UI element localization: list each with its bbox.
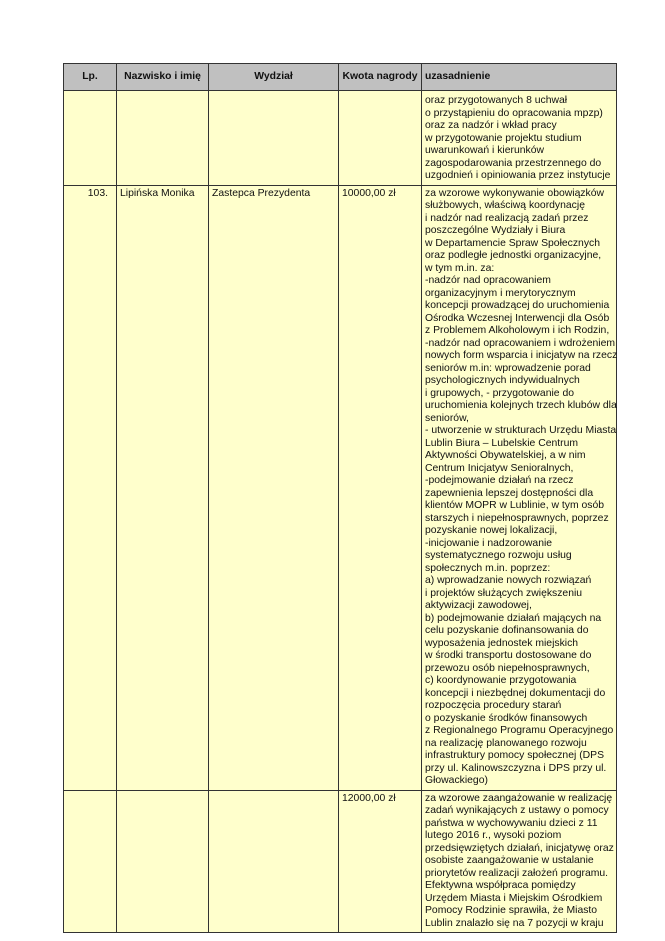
cell-lp [64, 91, 117, 186]
header-justification: uzasadnienie [422, 64, 617, 91]
justification-line: seniorów, [425, 412, 469, 424]
header-name: Nazwisko i imię [117, 64, 209, 91]
cell-name [117, 790, 209, 933]
cell-lp [64, 790, 117, 933]
justification-line: Urzędem Miasta i Miejskim Ośrodkiem [425, 892, 603, 904]
justification-line: za wzorowe wykonywanie obowiązków [425, 187, 605, 199]
justification-line: Lublin Biura – Lubelskie Centrum [425, 437, 579, 449]
justification-line: pozyskanie nowej lokalizacji, [425, 525, 558, 536]
table-row [64, 185, 617, 790]
justification-line: Aktywności Obywatelskiej, a w nim [425, 450, 586, 461]
justification-line: przy ul. Kalinowszczyzna i DPS przy ul. [425, 762, 607, 774]
cell-department: Zastepca Prezydenta [209, 185, 339, 790]
justification-line: -inicjowanie i nadzorowanie [425, 537, 553, 549]
justification-line: -nadzór nad opracowaniem [425, 275, 551, 286]
justification-line: i projektów służących zwiększeniu [425, 587, 583, 599]
cell-justification [422, 185, 617, 790]
justification-line: aktywizacji zawodowej, [425, 600, 532, 611]
justification-line: społecznych m.in. poprzez: [425, 562, 551, 574]
cell-name [117, 91, 209, 186]
justification-line: Pomocy Rodzinie sprawiła, że Miasto [425, 905, 598, 916]
justification-line: nowych form wsparcia i inicjatyw na rzecz [425, 350, 618, 361]
justification-line: wyposażenia jednostek miejskich [425, 637, 579, 649]
justification-line: przewozu osób niepełnosprawnych, [425, 662, 590, 674]
justification-line: w przygotowanie projektu studium [425, 132, 582, 144]
justification-line: o pozyskanie środków finansowych [425, 712, 588, 724]
justification-line: klientów MOPR w Lublinie, w tym osób [425, 500, 605, 511]
justification-line: seniorów m.in: wprowadzenie porad [425, 362, 591, 374]
justification-line: na realizację planowanego rozwoju [425, 737, 587, 749]
cell-department [209, 91, 339, 186]
justification-line: infrastruktury pomocy społecznej (DPS [425, 750, 605, 761]
justification-line: starszych i niepełnosprawnych, poprzez [425, 512, 609, 524]
justification-line: celu pozyskanie dofinansowania do [425, 625, 589, 636]
table-header-row [64, 64, 617, 91]
cell-name: Lipińska Monika [117, 185, 209, 790]
justification-line: priorytetów realizacji założeń programu. [425, 867, 609, 879]
header-amount: Kwota nagrody [339, 64, 422, 91]
table-row [64, 91, 617, 186]
justification-line: psychologicznych indywidualnych [425, 375, 580, 386]
justification-line: w tym m.in. za: [425, 262, 495, 274]
justification-line: Lublin znalazło się na 7 pozycji w kraju [425, 917, 604, 929]
cell-amount: 12000,00 zł [339, 790, 422, 933]
cell-amount [339, 91, 422, 186]
justification-line: Efektywna współpraca pomiędzy [425, 880, 576, 891]
justification-line: oraz przygotowanych 8 uchwał [425, 95, 568, 106]
justification-line: b) podejmowanie działań mających na [425, 612, 602, 624]
justification-line: -podejmowanie działań na rzecz [425, 475, 574, 486]
justification-line: organizacyjnym i merytorycznym [425, 287, 576, 299]
justification-line: oraz za nadzór i wkład pracy [425, 120, 557, 131]
justification-line: służbowych, właściwą koordynację [425, 200, 585, 211]
justification-line: uwarunkowań i kierunków [425, 145, 544, 156]
justification-line: uruchomienia kolejnych trzech klubów dla [425, 400, 617, 411]
header-lp: Lp. [64, 64, 117, 91]
justification-line: a) wprowadzanie nowych rozwiązań [425, 575, 592, 586]
justification-line: przedsięwziętych działań, inicjatywę oraz [425, 842, 614, 854]
table-row [64, 790, 617, 933]
justification-line: Ośrodka Wczesnej Interwencji dla Osób [425, 312, 610, 324]
justification-line: oraz podległe jednostki organizacyjne, [425, 250, 602, 261]
justification-line: rozpoczęcia procedury starań [425, 700, 562, 711]
awards-table [63, 63, 617, 933]
justification-line: za wzorowe zaangażowanie w realizację [425, 792, 613, 804]
justification-line: Głowackiego) [425, 775, 488, 786]
justification-line: poszczególne Wydziały i Biura [425, 225, 566, 236]
justification-line: Centrum Inicjatyw Senioralnych, [425, 462, 574, 474]
justification-line: państwa w wychowywaniu dzieci z 11 [425, 817, 598, 829]
justification-line: lutego 2016 r., wysoki poziom [425, 830, 562, 841]
justification-line: w Departamencie Spraw Społecznych [425, 237, 600, 249]
justification-line: osobiste zaangażowanie w ustalanie [425, 855, 594, 866]
justification-line: i nadzór nad realizacją zadań przez [425, 212, 589, 224]
justification-line: - utworzenie w strukturach Urzędu Miasta [425, 425, 617, 436]
justification-line: zagospodarowania przestrzennego do [425, 157, 602, 169]
cell-justification [422, 790, 617, 933]
justification-line: uzgodnień i opiniowania przez instytucje [425, 170, 611, 181]
justification-line: systematycznego rozwoju usług [425, 550, 572, 561]
justification-line: o przystąpieniu do opracowania mpzp) [425, 107, 603, 119]
justification-line: -nadzór nad opracowaniem i wdrożeniem [425, 337, 616, 349]
justification-line: zadań wynikających z ustawy o pomocy [425, 805, 609, 816]
justification-line: c) koordynowanie przygotowania [425, 675, 577, 686]
justification-line: z Problemem Alkoholowym i ich Rodzin, [425, 325, 610, 336]
cell-department [209, 790, 339, 933]
justification-line: koncepcji i niezbędnej dokumentacji do [425, 687, 606, 699]
justification-line: zapewnienia lepszej dostępności dla [425, 487, 594, 499]
cell-lp: 103. [64, 185, 117, 790]
justification-line: i grupowych, - przygotowanie do [425, 387, 575, 399]
justification-line: koncepcji prowadzącej do uruchomienia [425, 300, 610, 311]
cell-justification [422, 91, 617, 186]
justification-line: w środki transportu dostosowane do [425, 650, 592, 661]
cell-amount: 10000,00 zł [339, 185, 422, 790]
justification-line: z Regionalnego Programu Operacyjnego [425, 725, 614, 736]
header-department: Wydział [209, 64, 339, 91]
